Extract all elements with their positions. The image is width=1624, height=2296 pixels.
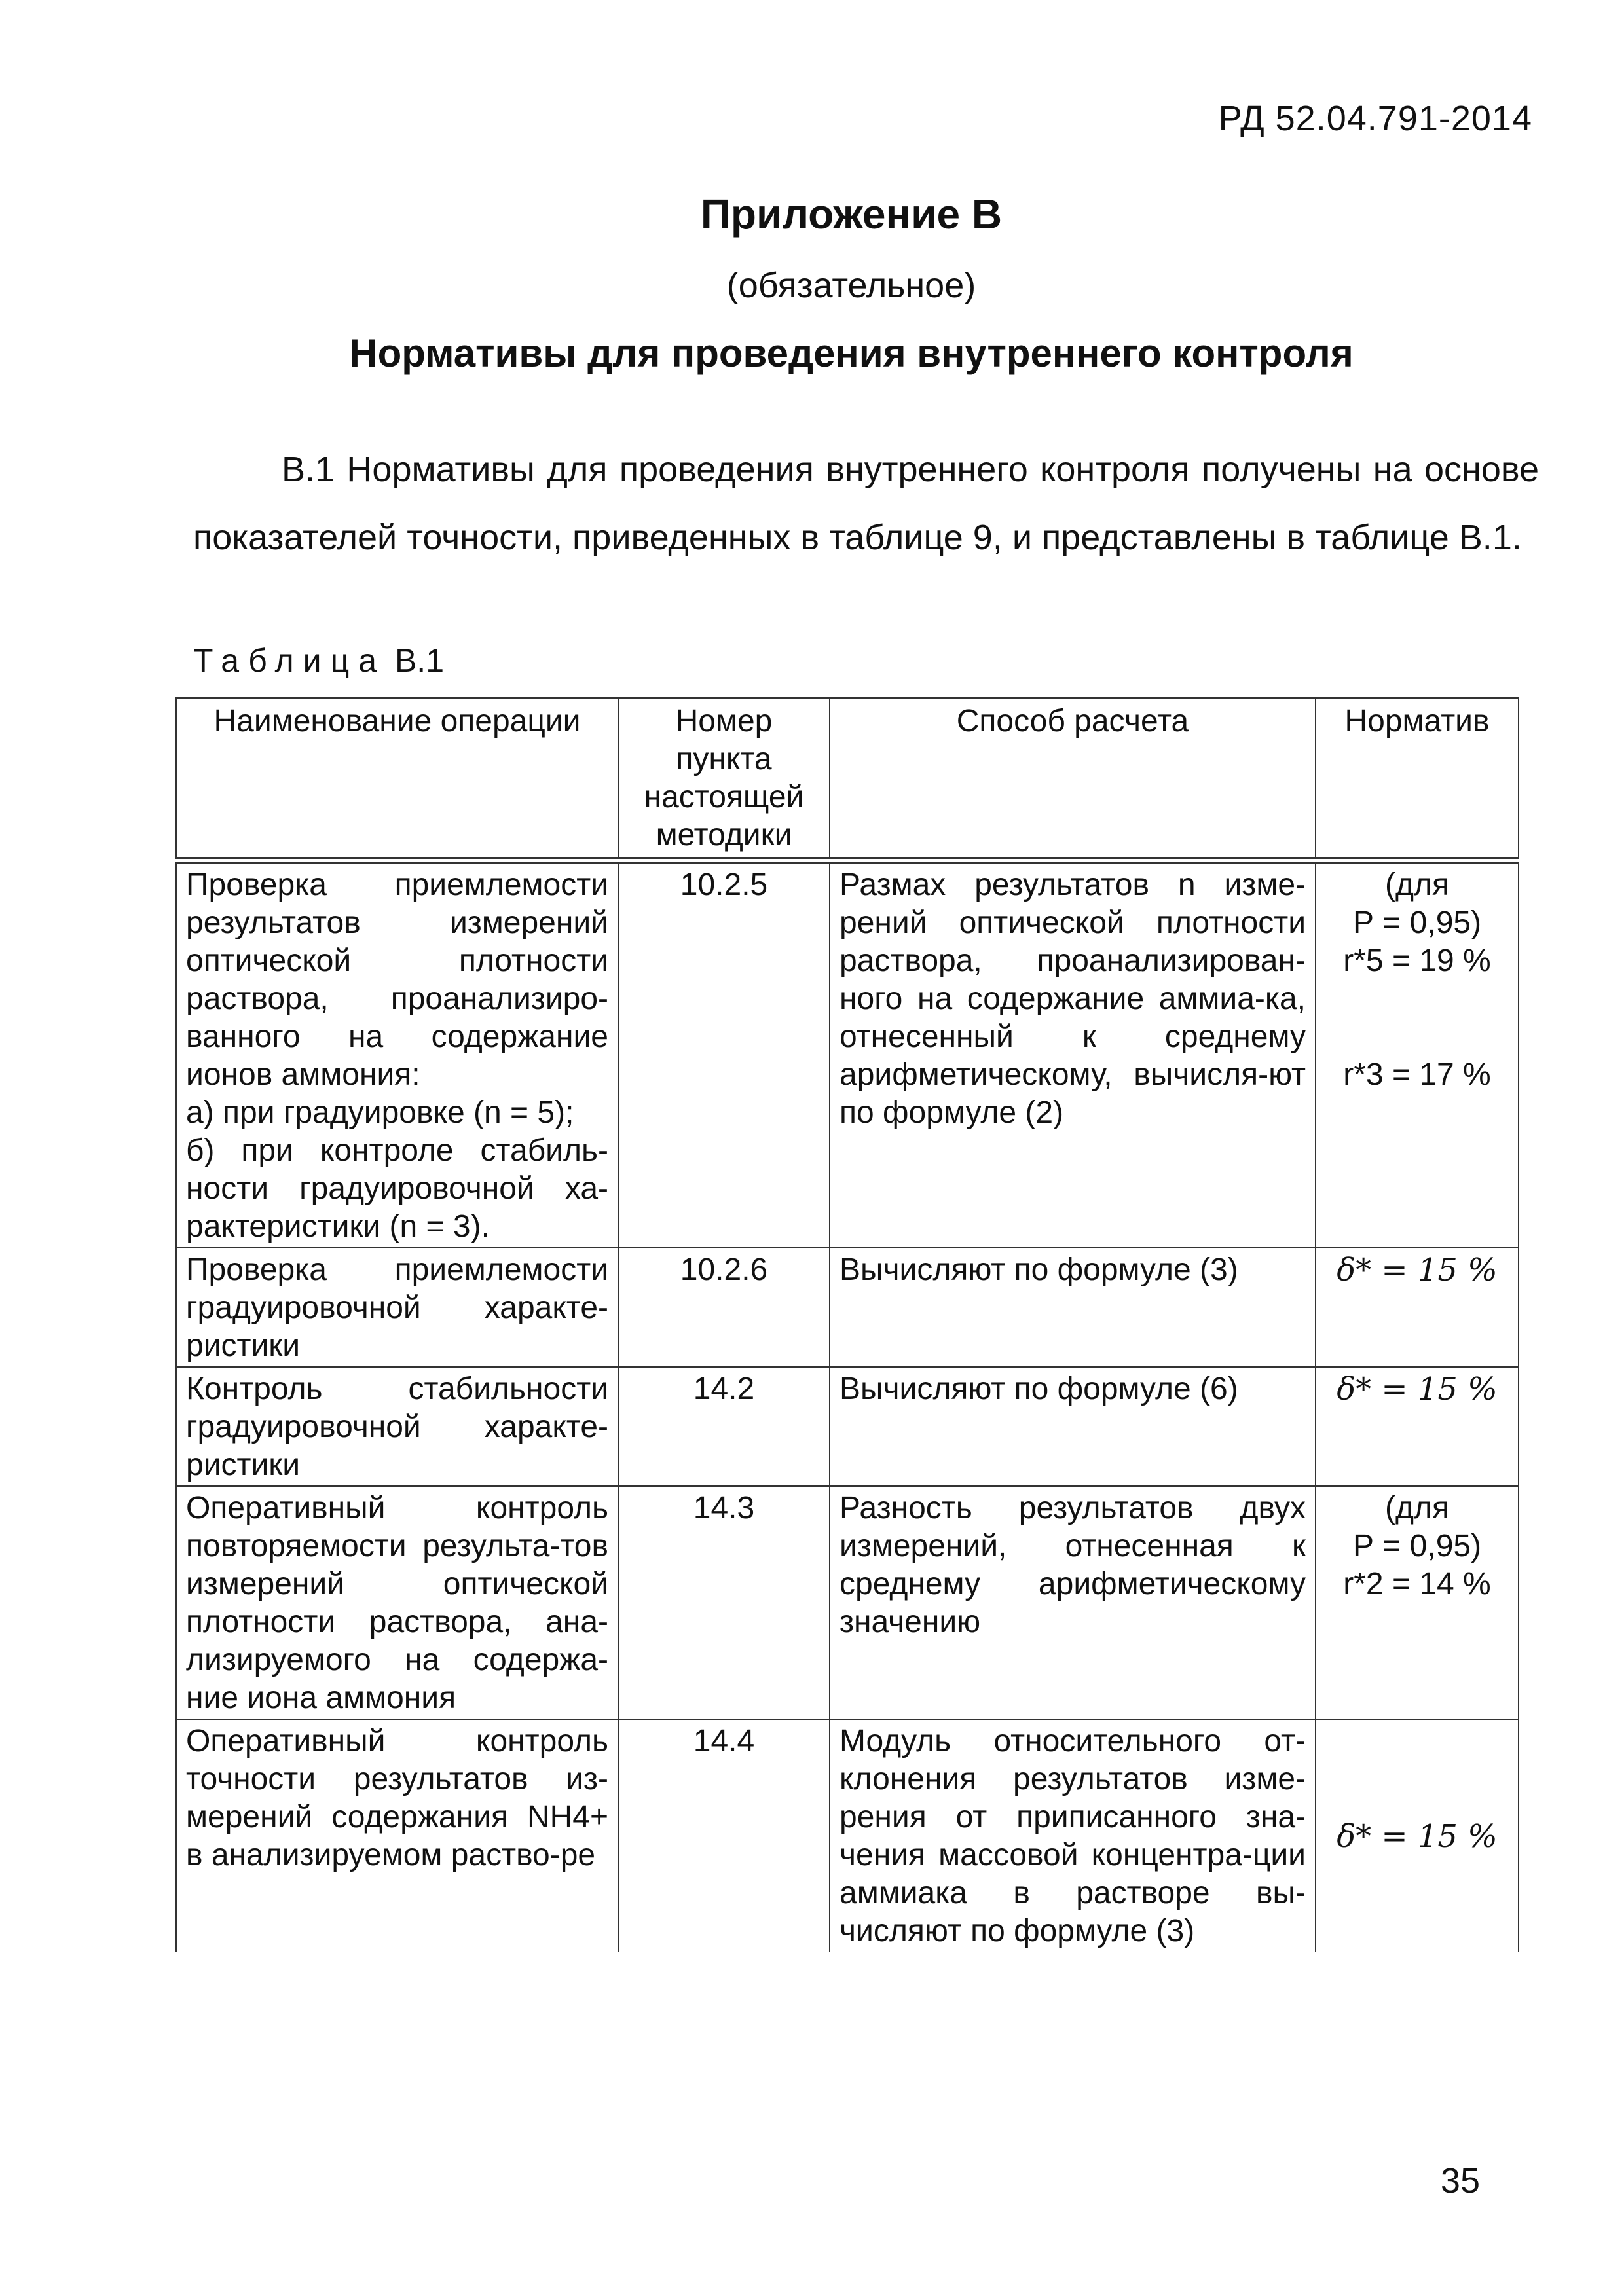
operation-text: Контроль стабильности градуировочной характе-ристики bbox=[186, 1372, 608, 1482]
table-caption bbox=[193, 642, 444, 680]
cell-clause bbox=[618, 860, 830, 1248]
header-operation: Наименование операции bbox=[176, 698, 618, 860]
clause-number: 14.4 bbox=[693, 1724, 755, 1758]
norm-r3: r*3 = 17 % bbox=[1343, 1057, 1491, 1092]
cell-clause bbox=[618, 1367, 830, 1486]
table-row bbox=[176, 1248, 1519, 1367]
cell-norm bbox=[1316, 1486, 1519, 1719]
operation-item-a: а) при градуировке (n = 5); bbox=[186, 1095, 574, 1130]
table-row bbox=[176, 860, 1519, 1248]
cell-method bbox=[830, 1719, 1316, 1952]
operation-text: Проверка приемлемости результатов измерений оптической плотности раствора, проанализиро-ванного на содержание ионов аммония: bbox=[186, 867, 608, 1092]
document-code: РД 52.04.791-2014 bbox=[1218, 99, 1532, 138]
operation-text: Оперативный контроль повторяемости результа-тов измерений оптической плотности раствора, ана-лизируемого на содержа-ние иона аммония bbox=[186, 1491, 608, 1715]
cell-method bbox=[830, 1486, 1316, 1719]
cell-clause bbox=[618, 1486, 830, 1719]
norm-r5: r*5 = 19 % bbox=[1343, 943, 1491, 978]
norm-r2: r*2 = 14 % bbox=[1343, 1567, 1491, 1601]
table-header-row bbox=[176, 698, 1519, 860]
cell-operation bbox=[176, 1719, 618, 1952]
norm-value: δ* = 15 % bbox=[1337, 1817, 1498, 1855]
cell-operation bbox=[176, 1486, 618, 1719]
cell-method bbox=[830, 1248, 1316, 1367]
header-clause: Номер пункта настоящей методики bbox=[618, 698, 830, 860]
table-row bbox=[176, 1486, 1519, 1719]
appendix-heading: Нормативы для проведения внутреннего контроля bbox=[349, 331, 1354, 375]
method-text: Вычисляют по формуле (3) bbox=[840, 1252, 1238, 1287]
clause-number: 10.2.5 bbox=[680, 867, 768, 902]
cell-norm bbox=[1316, 1719, 1519, 1952]
clause-number: 14.3 bbox=[693, 1491, 755, 1525]
cell-clause bbox=[618, 1719, 830, 1952]
norm-probability: Р = 0,95) bbox=[1352, 905, 1482, 940]
header-norm: Норматив bbox=[1316, 698, 1519, 860]
operation-text: Проверка приемлемости градуировочной характе-ристики bbox=[186, 1252, 608, 1363]
appendix-title: Приложение В bbox=[700, 191, 1003, 238]
page-number: 35 bbox=[1440, 2161, 1480, 2200]
norm-probability: Р = 0,95) bbox=[1352, 1529, 1482, 1563]
cell-norm bbox=[1316, 1367, 1519, 1486]
table-row bbox=[176, 1367, 1519, 1486]
norm-condition: (для bbox=[1385, 1491, 1449, 1525]
clause-number: 14.2 bbox=[693, 1372, 755, 1406]
appendix-status: (обязательное) bbox=[726, 266, 976, 305]
header-method: Способ расчета bbox=[830, 698, 1316, 860]
method-text: Разность результатов двух измерений, отнесенная к среднему арифметическому значению bbox=[840, 1491, 1306, 1639]
cell-method bbox=[830, 860, 1316, 1248]
cell-operation bbox=[176, 860, 618, 1248]
table-caption-word: Таблица bbox=[193, 642, 386, 679]
cell-operation bbox=[176, 1248, 618, 1367]
table-caption-number: В.1 bbox=[394, 642, 445, 679]
clause-number: 10.2.6 bbox=[680, 1252, 768, 1287]
norms-table bbox=[175, 697, 1519, 1952]
method-text: Модуль относительного от-клонения результатов изме-рения от приписанного зна-чения массовой концентра-ции аммиака в растворе вы-числяют по формуле (3) bbox=[840, 1724, 1306, 1948]
cell-norm bbox=[1316, 860, 1519, 1248]
method-text: Размах результатов n изме-рений оптической плотности раствора, проанализирован-ного на содержание аммиа-ка, отнесенный к среднему арифметическому, вычисля-ют по формуле (2) bbox=[840, 867, 1306, 1130]
norm-value: δ* = 15 % bbox=[1337, 1371, 1498, 1408]
intro-paragraph: В.1 Нормативы для проведения внутреннего контроля получены на основе показателей точности, приведенных в таблице 9, и представлены в таблице В.1. bbox=[193, 450, 1539, 557]
table-row bbox=[176, 1719, 1519, 1952]
norm-condition: (для bbox=[1385, 867, 1449, 902]
cell-norm bbox=[1316, 1248, 1519, 1367]
operation-text: Оперативный контроль точности результатов из-мерений содержания NH4+ в анализируемом раство-ре bbox=[186, 1724, 608, 1872]
cell-operation bbox=[176, 1367, 618, 1486]
operation-item-b: б) при контроле стабиль-ности градуировочной ха-рактеристики (n = 3). bbox=[186, 1133, 608, 1244]
cell-method bbox=[830, 1367, 1316, 1486]
cell-clause bbox=[618, 1248, 830, 1367]
method-text: Вычисляют по формуле (6) bbox=[840, 1372, 1238, 1406]
norm-value: δ* = 15 % bbox=[1337, 1252, 1498, 1288]
